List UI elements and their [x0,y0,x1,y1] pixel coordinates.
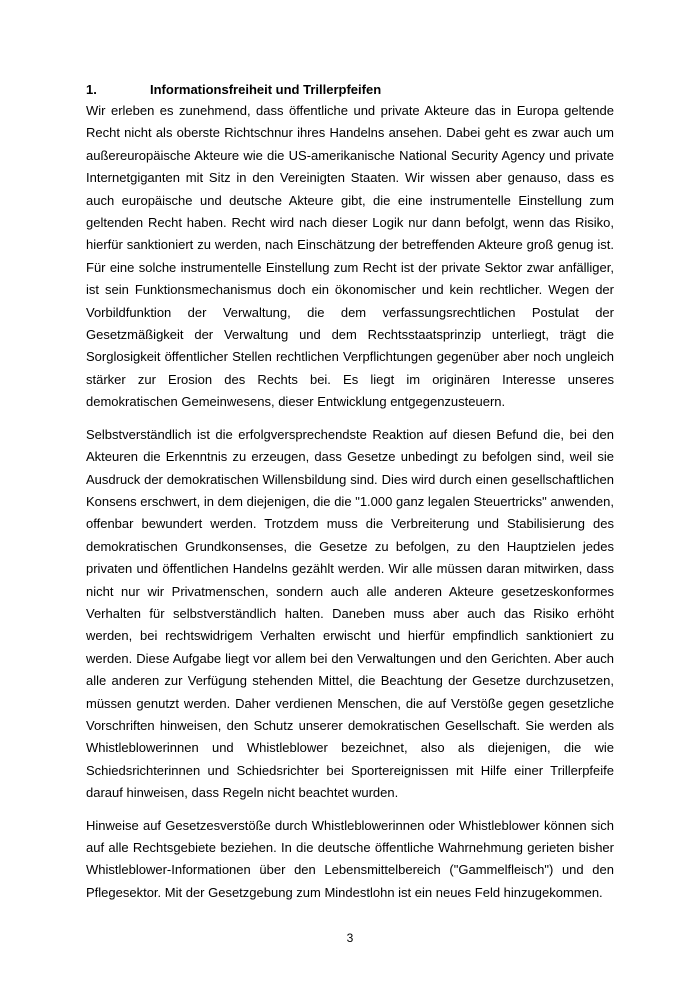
section-number: 1. [86,82,97,97]
paragraph-1: Wir erleben es zunehmend, dass öffentliche und private Akteure das in Europa geltende Recht nicht als oberste Richtschnur ihres Handelns ansehen. Dabei geht es zwar auch um außereuropäische Akteure wie die US-amerikanische National Security Agency und private Internetgiganten mit Sitz in den Vereinigten Staaten. Wir wissen aber genauso, dass es auch europäische und deutsche Akteure gibt, die eine instrumentelle Einstellung zum geltenden Recht haben. Recht wird nach dieser Logik nur dann befolgt, wenn das Risiko, hierfür sanktioniert zu werden, nach Einschätzung der betreffenden Akteure groß genug ist. Für eine solche instrumentelle Einstellung zum Recht ist der private Sektor zwar anfälliger, ist sein Funktionsmechanismus doch ein ökonomischer und kein rechtlicher. Wegen der Vorbildfunktion der Verwaltung, die dem verfassungsrechtlichen Postulat der Gesetzmäßigkeit der Verwaltung und dem Rechtsstaatsprinzip unterliegt, trägt die Sorglosigkeit öffentlicher Stellen rechtlichen Verpflichtungen gegenüber aber noch ungleich stärker zur Erosion des Rechts bei. Es liegt im originären Interesse unseres demokratischen Gemeinwesens, dieser Entwicklung entgegenzusteuern. [86,103,614,410]
page-content [86,82,614,914]
page-number: 3 [346,931,354,945]
paragraph-2: Selbstverständlich ist die erfolgversprechendste Reaktion auf diesen Befund die, bei den Akteuren die Erkenntnis zu erzeugen, dass Gesetze unbedingt zu befolgen sind, weil sie Ausdruck der demokratischen Willensbildung sind. Dies wird durch einen gesellschaftlichen Konsens erschwert, in dem diejenigen, die die "1.000 ganz legalen Steuertricks" anwenden, offenbar bewundert werden. Trotzdem muss die Verbreiterung und Stabilisierung des demokratischen Grundkonsenses, die Gesetze zu befolgen, zu den Hauptzielen jedes privaten und öffentlichen Handelns gezählt werden. Wir alle müssen daran mitwirken, dass nicht nur wir Privatmenschen, sondern auch alle anderen Akteure gesetzeskonformes Verhalten für selbstverständlich halten. Daneben muss aber auch das Risiko erhöht werden, bei rechtswidrigem Verhalten erwischt und hierfür empfindlich sanktioniert zu werden. Diese Aufgabe liegt vor allem bei den Verwaltungen und den Gerichten. Aber auch alle anderen zur Verfügung stehenden Mittel, die Beachtung der Gesetze durchzusetzen, müssen genutzt werden. Daher verdienen Menschen, die auf Verstöße gegen gesetzliche Vorschriften hinweisen, den Schutz unserer demokratischen Gesellschaft. Sie werden als Whistleblowerinnen und Whistleblower bezeichnet, also als diejenigen, die wie Schiedsrichterinnen und Schiedsrichter bei Sportereignissen mit Hilfe einer Trillerpfeife darauf hinweisen, dass Regeln nicht beachtet wurden. [86,426,614,801]
section-heading [86,82,614,98]
section-title: Informationsfreiheit und Trillerpfeifen [150,82,382,97]
paragraph-3: Hinweise auf Gesetzesverstöße durch Whistleblowerinnen oder Whistleblower können sich auf alle Rechtsgebiete beziehen. In die deutsche öffentliche Wahrnehmung gerieten bisher Whistleblower-Informationen über den Lebensmittelbereich ("Gammelfleisch") und den Pflegesektor. Mit der Gesetzgebung zum Mindestlohn ist ein neues Feld hinzugekommen. [86,817,614,900]
